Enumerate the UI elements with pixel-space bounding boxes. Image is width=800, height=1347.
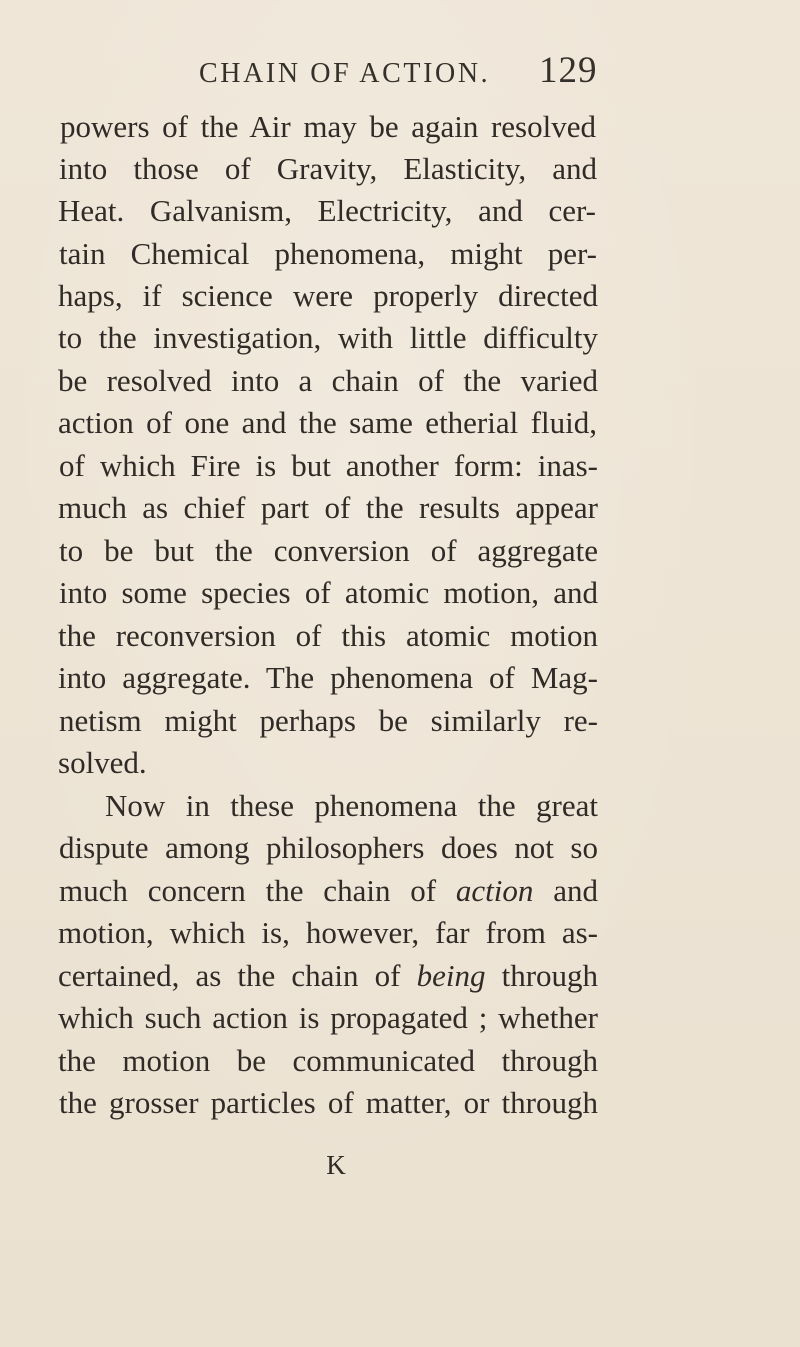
text-line-8: action of one and the same etherial fluid, [58,405,597,440]
text-line-19-start: much concern the chain of [59,873,437,908]
text-line-3: Heat. Galvanism, Electricity, and cer- [58,193,596,228]
text-line-21-start: certained, as the chain of [58,958,401,993]
text-line-1: powers of the Air may be again resolved [60,109,596,144]
signature-mark: K [326,1150,346,1180]
text-line-2: into those of Gravity, Elasticity, and [59,151,597,186]
text-line-20: motion, which is, however, far from as- [58,915,598,950]
text-line-21-end: through [501,958,599,993]
text-line-14: into aggregate. The phenomena of Mag- [58,660,598,695]
italic-action: action [455,873,534,908]
text-line-15: netism might perhaps be similarly re- [59,703,598,738]
page-number: 129 [539,50,598,91]
text-line-24: the grosser particles of matter, or through [59,1085,598,1120]
text-line-11: to be but the conversion of aggregate [59,533,598,568]
text-line-12: into some species of atomic motion, and [59,575,598,610]
text-line-9: of which Fire is but another form: inas- [59,448,598,483]
body-text [0,105,800,1180]
text-line-6: to the investigation, with little difficulty [58,320,598,355]
text-line-5: haps, if science were properly directed [58,278,598,313]
text-line-4: tain Chemical phenomena, might per- [59,236,597,271]
text-line-13: the reconversion of this atomic motion [58,618,598,653]
text-line-18: dispute among philosophers does not so [59,830,598,865]
text-line-19 [59,869,598,913]
text-line-16: solved. [58,745,147,780]
text-line-19-end: and [553,873,599,908]
text-line-10: much as chief part of the results appear [58,490,598,525]
italic-being: being [416,958,486,993]
text-line-23: the motion be communicated through [58,1043,598,1078]
running-title: CHAIN OF ACTION. [199,58,491,89]
text-line-22: which such action is propagated ; whether [58,1000,598,1035]
text-line-7: be resolved into a chain of the varied [58,363,598,398]
text-line-17: Now in these phenomena the great [105,788,598,823]
text-line-21 [58,954,598,998]
running-head [0,48,800,98]
